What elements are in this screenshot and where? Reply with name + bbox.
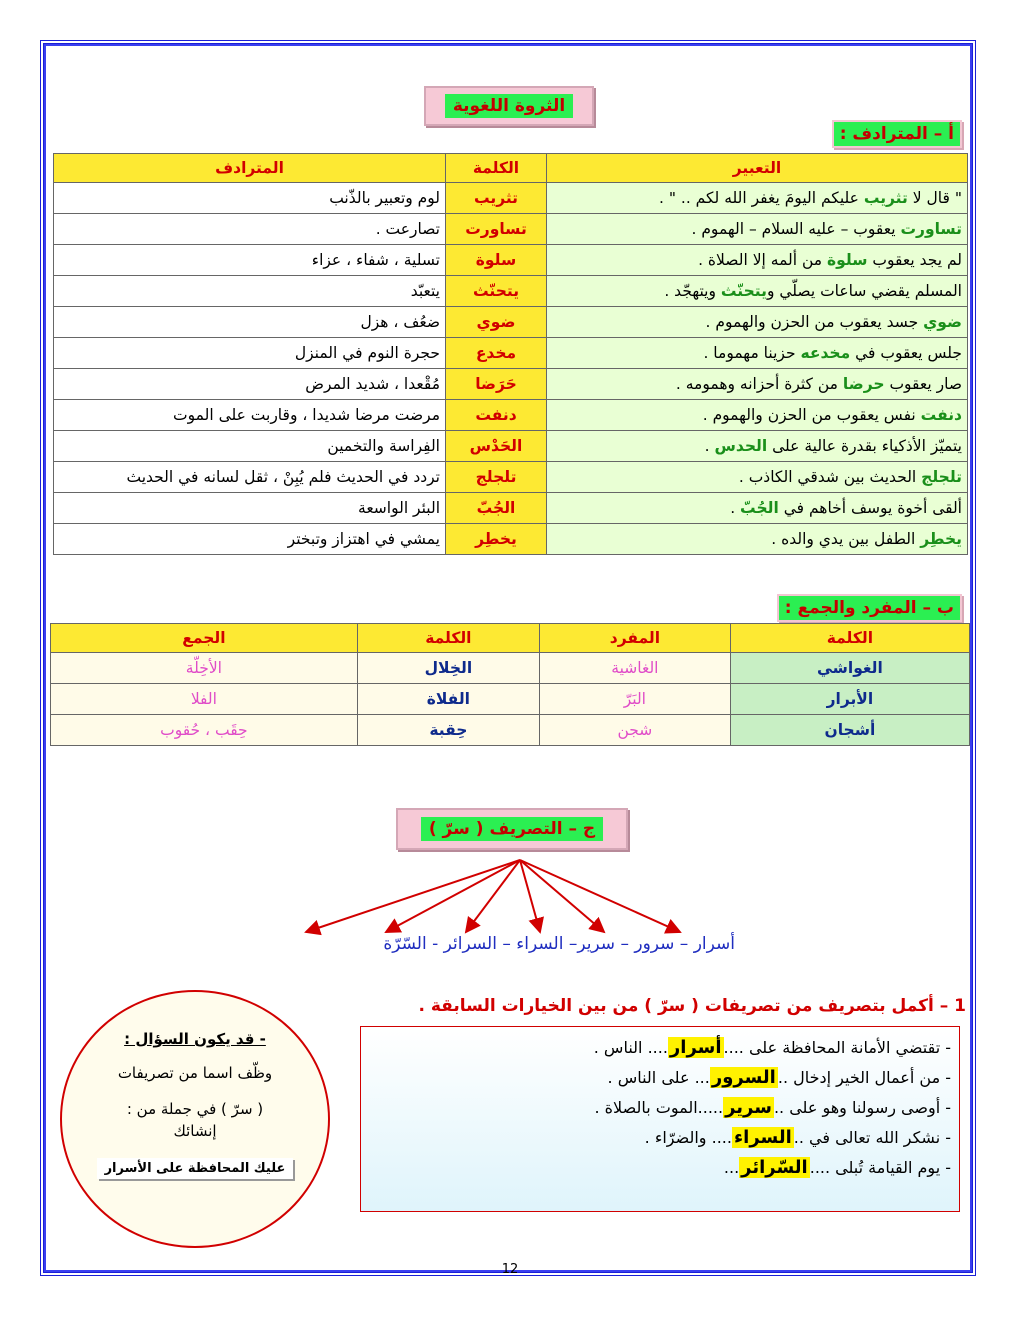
expression-keyword: تلجلج [921,468,962,486]
answer-text: ... على الناس . [607,1068,710,1087]
word-cell: يخطِر [446,524,547,555]
expression-keyword: الجُبّ [740,499,779,517]
answer-line [369,1063,951,1093]
expression-text: نفس يعقوب من الحزن والهموم . [702,406,921,424]
expression-text: " قال لا [907,189,962,207]
page-title: الثروة اللغوية [445,94,573,118]
page-number: 12 [501,1262,519,1277]
expression-text: من ألمه إلا الصلاة . [698,251,828,269]
answer-text: - من أعمال الخير إدخال .. [777,1068,951,1087]
answer-highlight: السّرائر [741,1157,808,1178]
expression-text: جسد يعقوب من الحزن والهموم . [705,313,924,331]
word-cell: أشجان [730,715,969,746]
expression-text: يتميّز الأذكياء بقدرة عالية على [767,437,962,455]
header-word-1: الكلمة [730,624,969,653]
plural-cell: حِقَب ، حُقوب [51,715,358,746]
synonym-cell: مرضت مرضا شديدا ، وقاربت على الموت [54,400,446,431]
header-plural: الجمع [51,624,358,653]
synonym-cell: تردد في الحديث فلم يُبِنْ ، ثقل لسانه في الحديث [54,462,446,493]
synonym-cell: لوم وتعبير بالذّنب [54,183,446,214]
answer-highlight: السرور [711,1067,776,1088]
singular-cell: الغاشية [539,653,730,684]
answer-text: - يوم القيامة تُبلى .... [809,1158,951,1177]
word-cell: الأبرار [730,684,969,715]
expression-keyword: الحدس [714,437,768,455]
header-synonym: المترادف [54,154,446,183]
expression-keyword: مخدعه [800,344,851,362]
expression-text: صار يعقوب [884,375,962,393]
answer-text: .... والضرّاء . [644,1128,732,1147]
answer-text: - تقتضي الأمانة المحافظة على .... [723,1038,951,1057]
header-word-2: الكلمة [357,624,539,653]
singular-cell: البَرّ [539,684,730,715]
expression-text: ألقى أخوة يوسف أخاهم في [778,499,962,517]
arrow-4 [466,860,520,932]
expression-text: من كثرة أحزانه وهمومه . [675,375,843,393]
synonym-cell: مُقْعدا ، شديد المرض [54,369,446,400]
word-cell: الغواشي [730,653,969,684]
arrow-1 [520,860,680,932]
expression-text: حزينا مهموما . [703,344,801,362]
expression-text: ويتهجّد . [664,282,721,300]
word-cell: تلجلج [446,462,547,493]
synonym-cell: تصارعت . [54,214,446,245]
plural-cell: الفلا [51,684,358,715]
expression-text: المسلم يقضي ساعات يصلّي و [766,282,962,300]
expression-text: جلس يعقوب في [850,344,962,362]
answer-line [369,1093,951,1123]
expression-text: الحديث بين شدقي الكاذب . [738,468,922,486]
synonym-cell: الفِراسة والتخمين [54,431,446,462]
synonym-cell: البئر الواسعة [54,493,446,524]
answer-line [369,1153,951,1183]
answer-line [369,1033,951,1063]
note-heading: - قد يكون السؤال : [124,1030,266,1048]
header-singular: المفرد [539,624,730,653]
expression-keyword: سلوة [827,251,868,269]
expression-text: الطفل بين يدي والده . [771,530,921,548]
answer-highlight: السراء [733,1127,792,1148]
expression-keyword: حرضا [842,375,885,393]
word-cell: الفلاة [357,684,539,715]
header-expression: التعبير [547,154,968,183]
word-cell: تثريب [446,183,547,214]
section-c-label: ج – التصريف ( سرّ ) [421,817,603,841]
expression-keyword: دنفت [920,406,962,424]
task-answers [360,1026,960,1212]
expression-keyword: يخطِر [920,530,962,548]
plural-cell: الأخِلّة [51,653,358,684]
word-cell: الحَدْس [446,431,547,462]
synonym-cell: يتعبّد [54,276,446,307]
answer-text: .... الناس . [593,1038,668,1057]
word-cell: يتحنّث [446,276,547,307]
expression-keyword: يتحنّث [720,282,767,300]
word-cell: دنفت [446,400,547,431]
word-cell: سلوة [446,245,547,276]
expression-text: . [730,499,741,517]
note-circle [60,990,330,1248]
answer-text: - أوصى رسولنا وهو على .. [773,1098,951,1117]
word-cell: الخِلال [357,653,539,684]
synonym-cell: ضعُف ، هزل [54,307,446,338]
section-b-label: ب – المفرد والجمع : [777,594,962,622]
word-cell: حِقبة [357,715,539,746]
word-cell: مخدع [446,338,547,369]
word-cell: ضوي [446,307,547,338]
synonym-cell: تسلية ، شفاء ، عزاء [54,245,446,276]
note-line-1: وظّف اسما من تصريفات [117,1064,273,1082]
task-title: 1 – أكمل بتصريف من تصريفات ( سرّ ) من بين الخيارات السابقة . [418,996,966,1016]
conjugation-words: أسرار – سرور – سرير– السراء – السرائر - السّرّة [383,934,735,954]
word-cell: حَرَضا [446,369,547,400]
note-footer: عليك المحافظة على الأسرار [97,1158,293,1179]
answer-highlight: سرير [725,1097,772,1118]
expression-keyword: ضوي [923,313,962,331]
synonym-cell: يمشي في اهتزاز وتبختر [54,524,446,555]
expression-keyword: تثريب [863,189,908,207]
expression-text: لم يجد يعقوب [867,251,962,269]
word-cell: تساورت [446,214,547,245]
note-line-3: إنشائك [173,1122,217,1140]
synonym-cell: حجرة النوم في المنزل [54,338,446,369]
header-word: الكلمة [446,154,547,183]
singular-cell: شجن [539,715,730,746]
answer-text: .....الموت بالصلاة . [594,1098,724,1117]
section-a-label: أ – المترادف : [832,120,962,148]
answer-line [369,1123,951,1153]
answer-highlight: أسرار [669,1037,722,1058]
note-line-2: ( سرّ ) في جملة من : [126,1100,264,1118]
answer-text: - نشكر الله تعالى في .. [793,1128,951,1147]
arrow-3 [520,860,540,932]
arrow-2 [520,860,604,932]
expression-text: عليكم اليومَ يغفر الله لكم .. " . [658,189,864,207]
arrow-6 [306,860,520,932]
expression-keyword: تساورت [900,220,962,238]
expression-text: . [704,437,715,455]
word-cell: الجُبّ [446,493,547,524]
arrow-5 [386,860,520,932]
expression-text: يعقوب – عليه السلام – الهموم . [691,220,901,238]
answer-text: ... [723,1158,740,1177]
